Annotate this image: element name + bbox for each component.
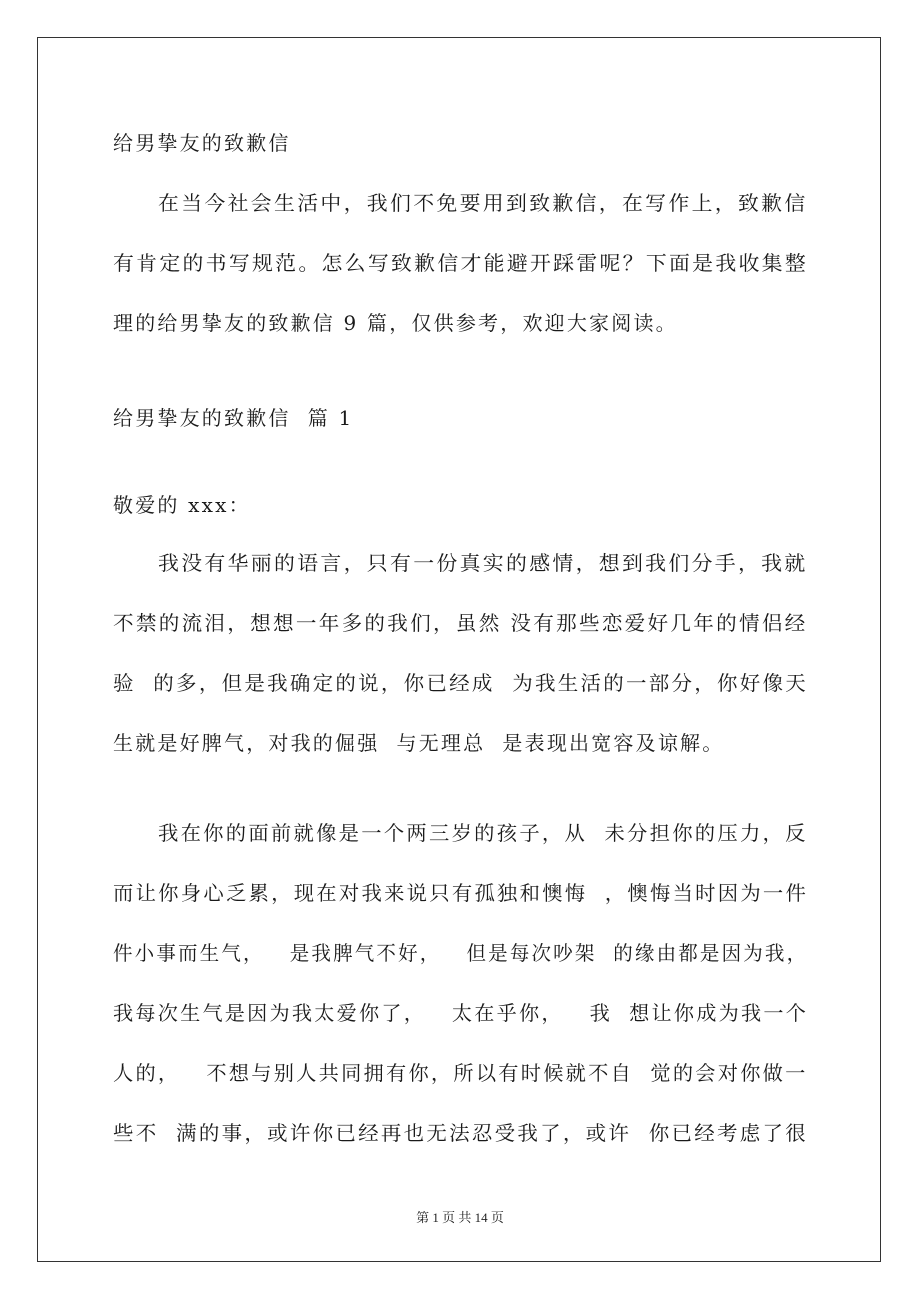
intro-line-1: 在当今社会生活中，我们不免要用到致歉信，在写作上，致歉信 (158, 191, 808, 215)
paragraph2-line-3: 件小事而生气， 是我脾气不好， 但是每次吵架 的缘由都是因为我， (113, 941, 809, 965)
intro-line-3: 理的给男挚友的致歉信 9 篇，仅供参考，欢迎大家阅读。 (113, 311, 678, 335)
paragraph1-line-4: 生就是好脾气，对我的倔强 与无理总 是表现出宽容及谅解。 (113, 731, 725, 755)
salutation: 敬爱的 xxx： (113, 493, 251, 517)
paragraph2-line-5: 人的， 不想与别人共同拥有你，所以有时候就不自 觉的会对你做一 (113, 1061, 808, 1085)
paragraph2-line-4: 我每次生气是因为我太爱你了， 太在乎你， 我 想让你成为我一个 (113, 1001, 809, 1025)
paragraph2-line-1: 我在你的面前就像是一个两三岁的孩子，从 未分担你的压力，反 (158, 821, 808, 845)
paragraph2-line-2: 而让你身心乏累，现在对我来说只有孤独和懊悔 ，懊悔当时因为一件 (113, 881, 809, 905)
paragraph2-line-6: 些不 满的事，或许你已经再也无法忍受我了，或许 你已经考虑了很 (113, 1121, 809, 1145)
intro-line-2: 有肯定的书写规范。怎么写致歉信才能避开踩雷呢？下面是我收集整 (113, 251, 808, 275)
document-title: 给男挚友的致歉信 (113, 131, 291, 155)
section-heading: 给男挚友的致歉信 篇 1 (113, 406, 354, 430)
paragraph1-line-3: 验 的多，但是我确定的说，你已经成 为我生活的一部分，你好像天 (113, 671, 809, 695)
page-number-footer: 第 1 页 共 14 页 (416, 1210, 504, 1225)
paragraph1-line-1: 我没有华丽的语言，只有一份真实的感情，想到我们分手，我就 (158, 551, 808, 575)
paragraph1-line-2: 不禁的流泪，想想一年多的我们，虽然 没有那些恋爱好几年的情侣经 (113, 611, 808, 635)
